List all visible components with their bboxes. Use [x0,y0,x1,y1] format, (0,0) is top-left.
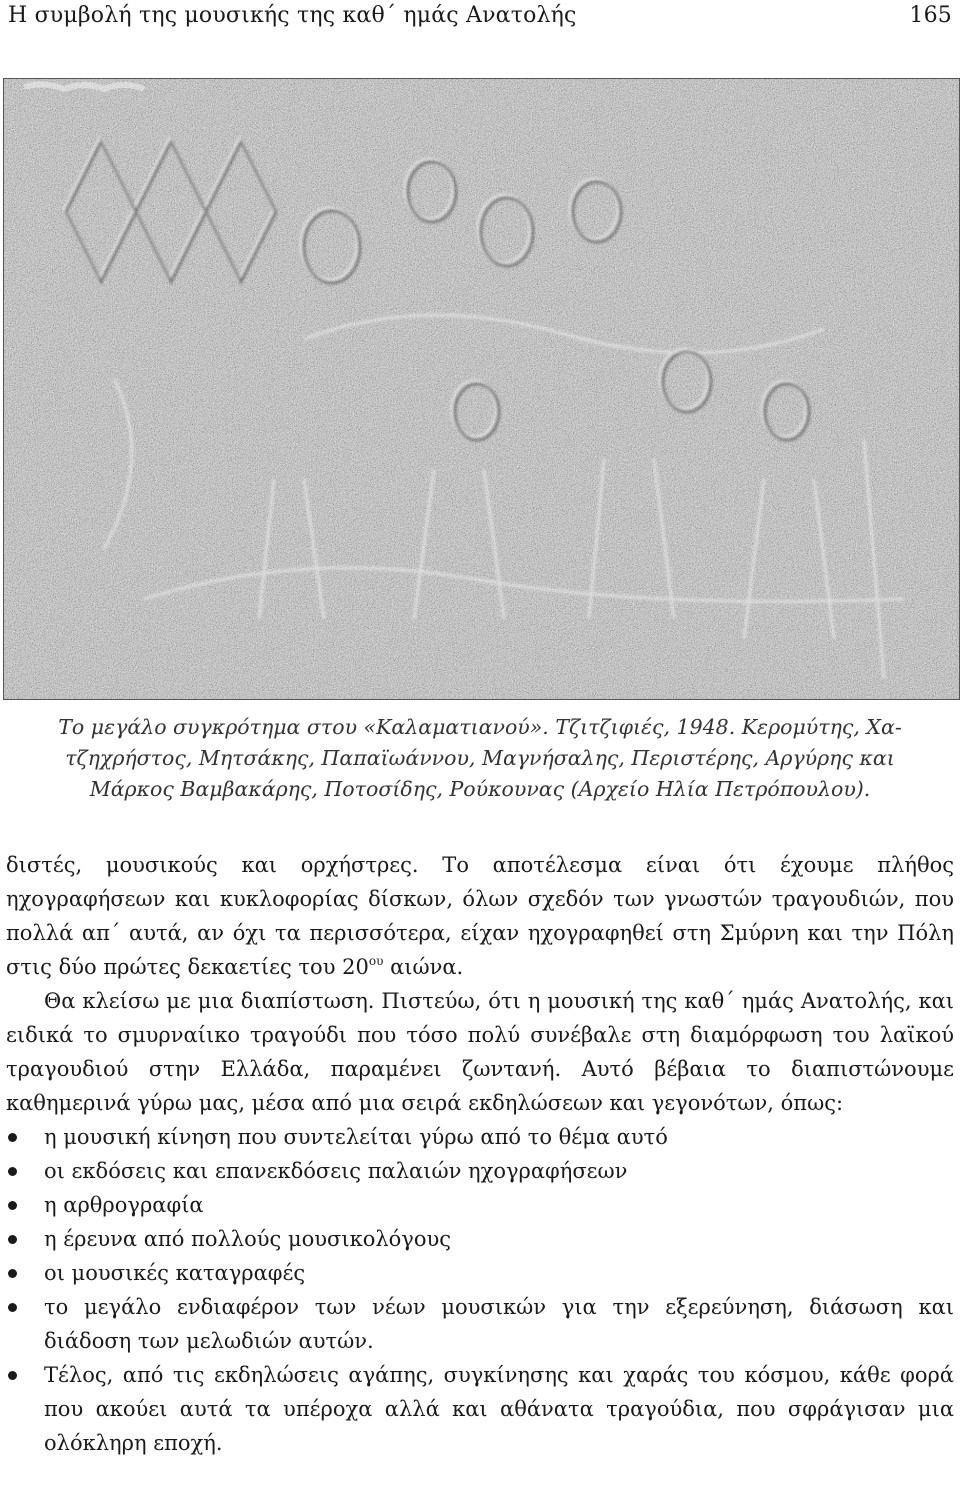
paragraph-text: διστές, μουσικούς και ορχήστρες. Το αποτέλεσμα είναι ότι έχουμε πλήθος ηχογραφήσεων και κυκλοφορίας δίσκων, όλων σχεδόν των γνωστών τραγουδιών, που πολλά απ΄ αυτά, αν όχι τα περισσότερα, είχαν ηχογραφηθεί στη Σμύρνη και την Πόλη στις δύο πρώτες δεκαετίες του 20 [6,853,954,979]
running-header [8,0,952,30]
bullet-icon [8,1371,17,1380]
paragraph-text: αιώνα. [383,955,464,979]
list-item [6,1120,954,1154]
ordinal-suffix: ου [368,954,384,968]
paragraph: Θα κλείσω με μια διαπίστωση. Πιστεύω, ότι η μουσική της καθ΄ ημάς Ανατολής, και ειδικά το σμυρναίικο τραγούδι που τόσο πολύ συνέβαλε στη διαμόρφωση του λαϊκού τραγουδιού στην Ελλάδα, παραμένει ζωντανή. Αυτό βέβαια το διαπιστώνουμε καθημερινά γύρω μας, μέσα από μια σειρά εκδηλώσεων και γεγονότων, όπως: [6,989,954,1115]
figure-caption [8,712,952,805]
bullet-icon [8,1303,17,1312]
list-item-text: η μουσική κίνηση που συντελείται γύρω από το θέμα αυτό [44,1125,668,1149]
list-item [6,1290,954,1358]
caption-line: Μάρκος Βαμβακάρης, Ποτοσίδης, Ρούκουνας (Αρχείο Ηλία Πετρόπουλου). [89,777,871,801]
bullet-icon [8,1167,17,1176]
bullet-icon [8,1201,17,1210]
bullet-list [6,1120,954,1460]
bullet-icon [8,1269,17,1278]
caption-line: τζηχρήστος, Μητσάκης, Παπαϊωάννου, Μαγνήσαλης, Περιστέρης, Αργύρης και [65,746,895,770]
bullet-icon [8,1133,17,1142]
list-item-text: Τέλος, από τις εκδηλώσεις αγάπης, συγκίνησης και χαράς του κόσμου, κάθε φορά που ακούει αυτά τα υπέροχα αλλά και αθάνατα τραγούδια, που σφράγισαν μια ολόκληρη εποχή. [44,1363,954,1455]
page-number: 165 [909,2,952,28]
list-item-text: οι μουσικές καταγραφές [44,1261,306,1285]
archival-photograph [3,78,960,700]
list-item-text: η έρευνα από πολλούς μουσικολόγους [44,1227,452,1251]
list-item-text: οι εκδόσεις και επανεκδόσεις παλαιών ηχογραφήσεων [44,1159,628,1183]
running-header-title: Η συμβολή της μουσικής της καθ΄ ημάς Ανατολής [8,2,577,28]
list-item-text: το μεγάλο ενδιαφέρον των νέων μουσικών για την εξερεύνηση, διάσωση και διάδοση των μελωδιών αυτών. [44,1295,954,1353]
list-item [6,1222,954,1256]
list-item [6,1154,954,1188]
list-item [6,1256,954,1290]
list-item-text: η αρθρογραφία [44,1193,204,1217]
list-item [6,1358,954,1460]
list-item [6,1188,954,1222]
bullet-icon [8,1235,17,1244]
body-text [6,848,954,1460]
photograph-image [4,79,959,699]
caption-line: Το μεγάλο συγκρότημα στου «Καλαματιανού». Τζιτζιφιές, 1948. Κερομύτης, Χα- [58,715,902,739]
paragraph [6,848,954,984]
